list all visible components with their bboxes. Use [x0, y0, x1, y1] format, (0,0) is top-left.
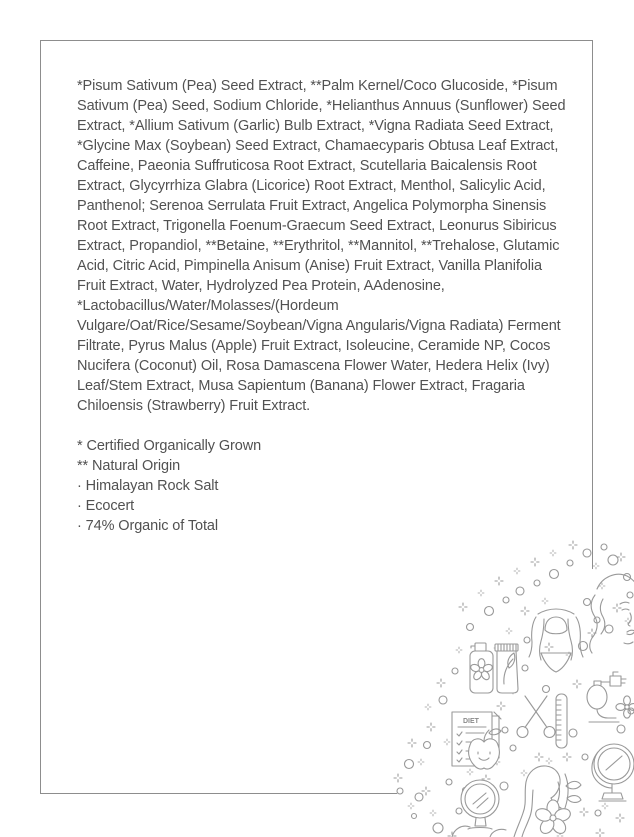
footnote-natural-origin: ** Natural Origin	[77, 458, 181, 474]
footnote-organic-percent: · 74% Organic of Total	[77, 518, 218, 534]
footnotes-block	[77, 436, 571, 536]
label-text-block	[77, 76, 571, 536]
footnote-himalayan-rock-salt: · Himalayan Rock Salt	[77, 478, 219, 494]
footnote-certified-organic: * Certified Organically Grown	[77, 438, 262, 454]
footnote-ecocert: · Ecocert	[77, 498, 135, 514]
diet-label: DIET	[463, 718, 479, 725]
ingredients-paragraph: *Pisum Sativum (Pea) Seed Extract, **Palm Kernel/Coco Glucoside, *Pisum Sativum (Pea) Seed, Sodium Chloride, *Helianthus Annuus (Sunflower) Seed Extract, *Allium Sativum (Garlic) Bulb Extract, *Vigna Radiata Seed Extract, *Glycine Max (Soybean) Seed Extract, Chamaecyparis Obtusa Leaf Extract, Caffeine, Paeonia Suffruticosa Root Extract, Scutellaria Baicalensis Root Extract, Glycyrrhiza Glabra (Licorice) Root Extract, Menthol, Salicylic Acid, Panthenol; Serenoa Serrulata Fruit Extract, Angelica Polymorpha Sinensis Root Extract, Trigonella Foenum-Graecum Seed Extract, Leonurus Sibiricus Extract, Propandiol, **Betaine, **Erythritol, **Mannitol, **Trehalose, Glutamic Acid, Citric Acid, Pimpinella Anisum (Anise) Fruit Extract, Vanilla Planifolia Fruit Extract, Water, Hydrolyzed Pea Protein, AAdenosine, *Lactobacillus/Water/Molasses/(Hordeum Vulgare/Oat/Rice/Sesame/Soybean/Vigna Angularis/Vigna Radiata) Ferment Filtrate, Pyrus Malus (Apple) Fruit Extract, Isoleucine, Ceramide NP, Cocos Nucifera (Coconut) Oil, Rosa Damascena Flower Water, Hedera Helix (Ivy) Leaf/Stem Extract, Musa Sapientum (Banana) Flower Extract, Fragaria Chiloensis (Strawberry) Fruit Extract.	[77, 78, 566, 414]
beauty-line-art-illustration	[380, 540, 634, 837]
